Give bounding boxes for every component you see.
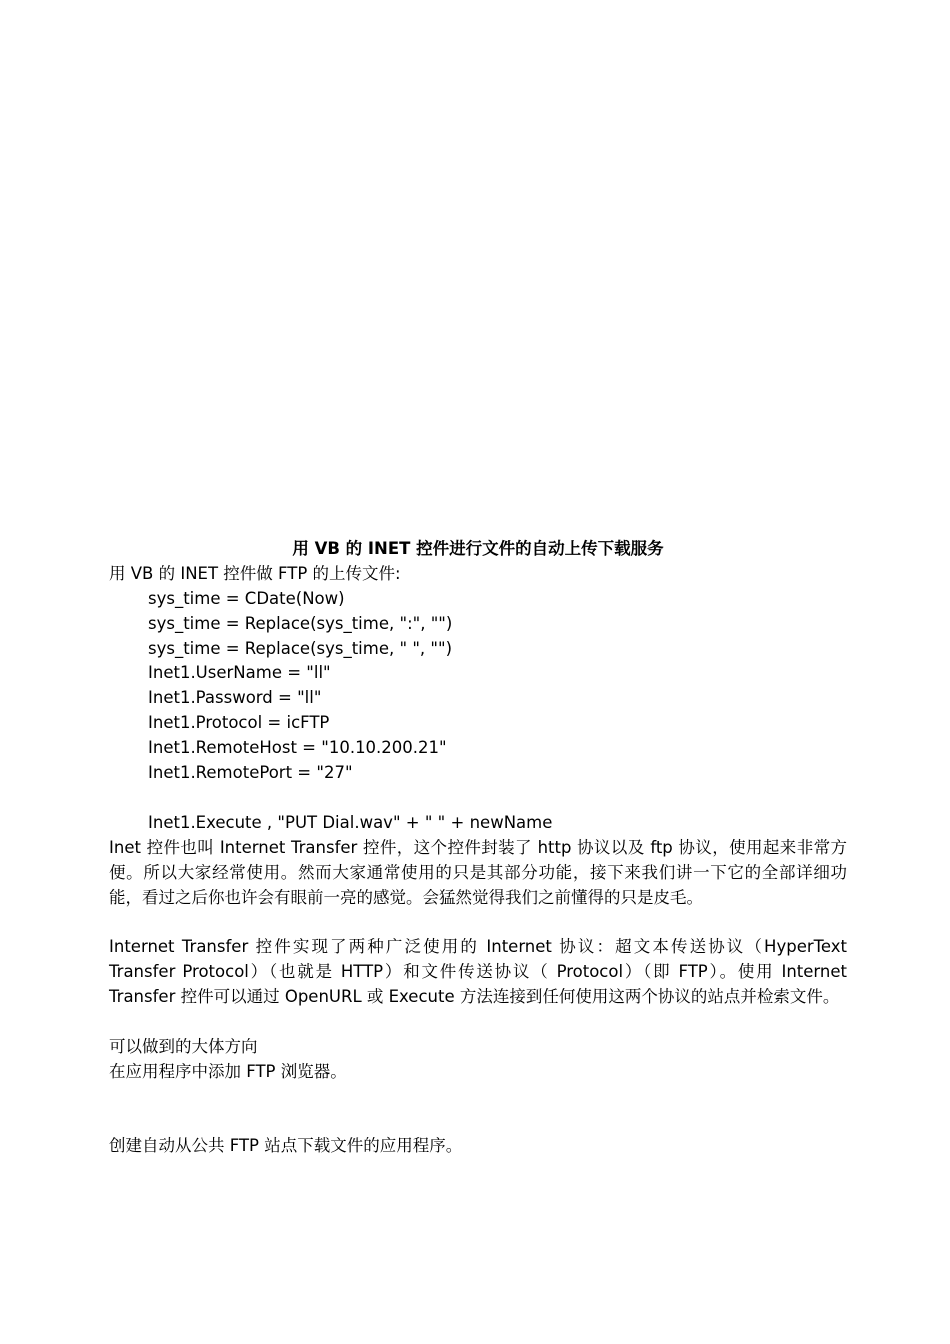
direction-item: 在应用程序中添加 FTP 浏览器。 (109, 1061, 347, 1081)
document-body (109, 537, 847, 1159)
code-line: Inet1.Password = "ll" (148, 688, 322, 708)
blank-line (109, 1010, 847, 1035)
code-block (109, 587, 847, 836)
code-line: Inet1.UserName = "ll" (148, 663, 331, 683)
paragraph-internet-transfer: Internet Transfer 控件实现了两种广泛使用的 Internet 协议：超文本传送协议（HyperText Transfer Protocol）（也就是 HTTP）和文件传送协议（ Protocol）（即 FTP）。使用 Internet Transfer 控件可以通过 OpenURL 或 Execute 方法连接到任何使用这两个协议的站点并检索文件。 (109, 937, 847, 1007)
paragraph-inet-intro: Inet 控件也叫 Internet Transfer 控件，这个控件封装了 http 协议以及 ftp 协议，使用起来非常方便。所以大家经常使用。然而大家通常使用的只是其部分功能，接下来我们讲一下它的全部详细功能，看过之后你也许会有眼前一亮的感觉。会猛然觉得我们之前懂得的只是皮毛。 (109, 837, 847, 907)
code-line: sys_time = Replace(sys_time, ":", "") (148, 613, 453, 633)
direction-heading: 可以做到的大体方向 (109, 1036, 258, 1056)
document-title: 用 VB 的 INET 控件进行文件的自动上传下载服务 (292, 539, 664, 558)
direction-item: 创建自动从公共 FTP 站点下载文件的应用程序。 (109, 1136, 463, 1156)
blank-line (109, 910, 847, 935)
intro-line: 用 VB 的 INET 控件做 FTP 的上传文件: (109, 563, 401, 583)
code-line-execute: Inet1.Execute , "PUT Dial.wav" + " " + newName (148, 812, 553, 832)
blank-line (109, 1110, 847, 1135)
code-line: sys_time = Replace(sys_time, " ", "") (148, 638, 453, 658)
blank-line (109, 786, 847, 811)
code-line: Inet1.RemoteHost = "10.10.200.21" (148, 738, 447, 758)
code-line: Inet1.Protocol = icFTP (148, 713, 330, 733)
blank-line (109, 1085, 847, 1110)
code-line: Inet1.RemotePort = "27" (148, 763, 353, 783)
code-line: sys_time = CDate(Now) (148, 588, 345, 608)
